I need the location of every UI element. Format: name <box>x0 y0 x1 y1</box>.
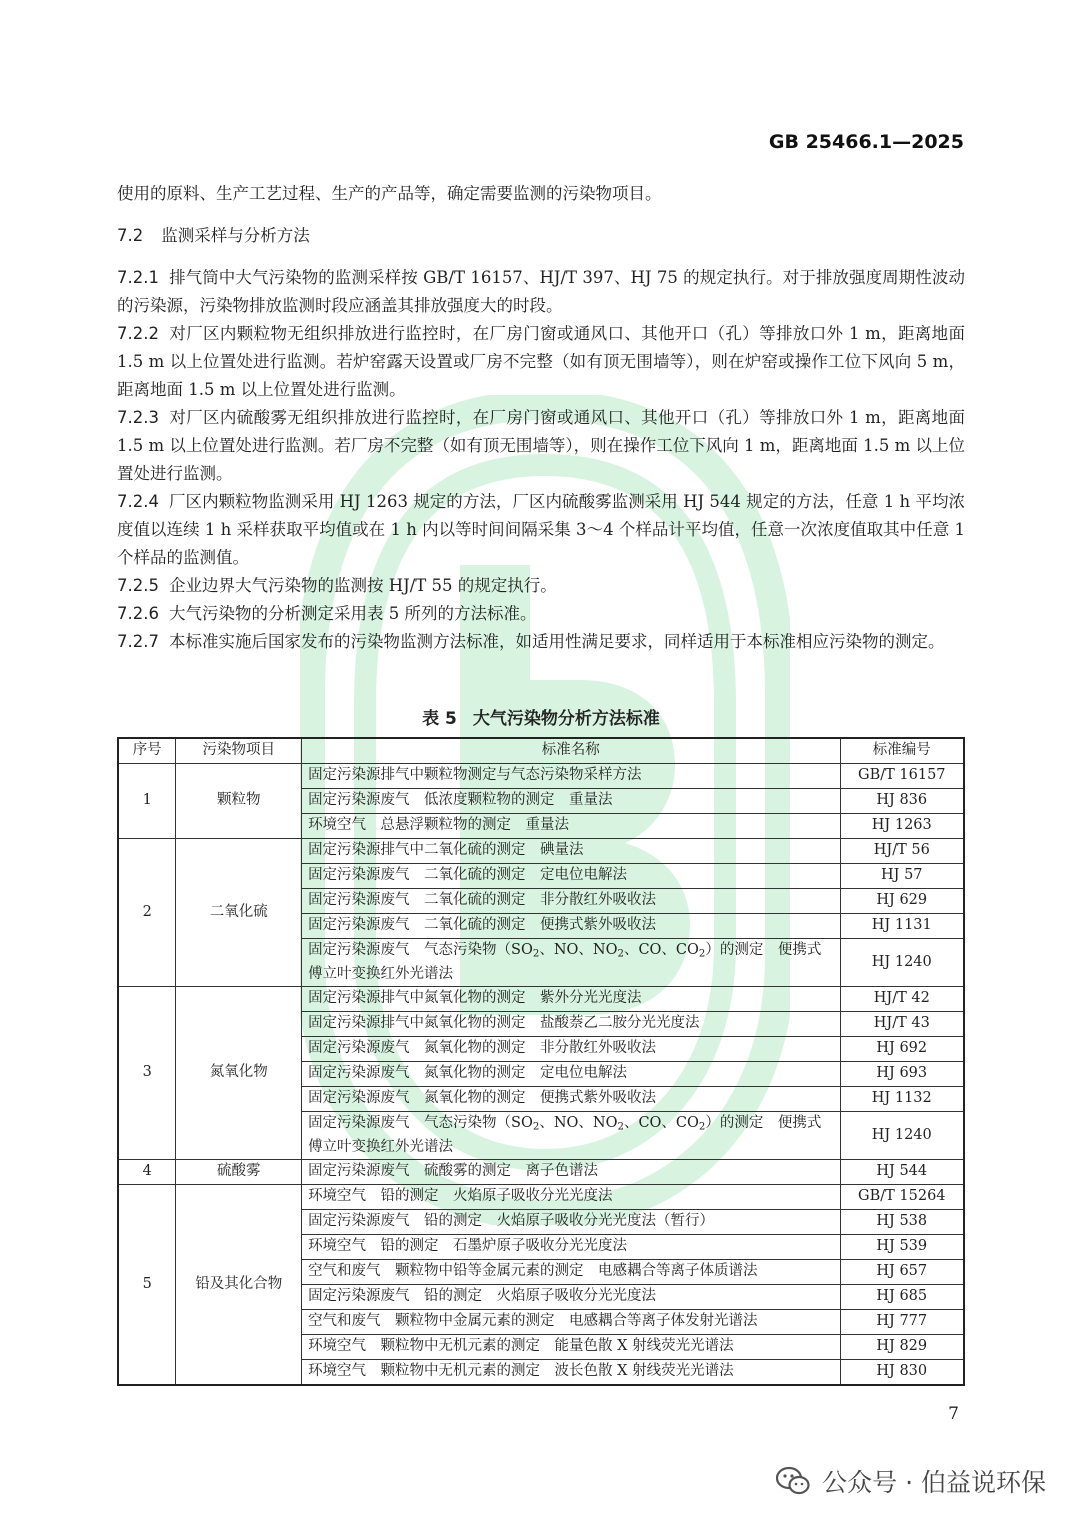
standard-code-cell: HJ/T 43 <box>840 1012 964 1037</box>
standard-code-cell: HJ 539 <box>840 1235 964 1260</box>
pollutant-cell: 二氧化硫 <box>176 839 302 987</box>
standard-name-cell: 固定污染源废气 二氧化硫的测定 便携式紫外吸收法 <box>302 914 840 939</box>
section-number: 7.2 <box>117 226 144 245</box>
standard-code-cell: HJ 1240 <box>840 939 964 987</box>
standard-name-cell: 固定污染源废气 二氧化硫的测定 定电位电解法 <box>302 864 840 889</box>
section-heading <box>117 222 965 250</box>
standard-name-cell: 环境空气 铅的测定 火焰原子吸收分光光度法 <box>302 1185 840 1210</box>
paragraph <box>117 572 965 600</box>
footer-brand-text: 公众号 · 伯益说环保 <box>822 1468 1046 1497</box>
paragraph-number: 7.2.7 <box>117 632 159 651</box>
standard-code-cell: HJ/T 56 <box>840 839 964 864</box>
table-row <box>118 987 964 1012</box>
paragraph-number: 7.2.3 <box>117 408 159 427</box>
standard-code-cell: HJ 538 <box>840 1210 964 1235</box>
paragraph <box>117 488 965 572</box>
serial-number-cell: 2 <box>118 839 176 987</box>
paragraph-number: 7.2.5 <box>117 576 159 595</box>
serial-number-cell: 3 <box>118 987 176 1160</box>
paragraph-number: 7.2.6 <box>117 604 159 623</box>
standard-name-cell: 固定污染源排气中氮氧化物的测定 盐酸萘乙二胺分光光度法 <box>302 1012 840 1037</box>
page-number: 7 <box>948 1404 959 1424</box>
standard-name-cell: 固定污染源排气中氮氧化物的测定 紫外分光光度法 <box>302 987 840 1012</box>
paragraph <box>117 320 965 404</box>
standard-code-cell: HJ 57 <box>840 864 964 889</box>
standard-code-cell: HJ 829 <box>840 1335 964 1360</box>
standard-name-cell: 固定污染源废气 铅的测定 火焰原子吸收分光光度法 <box>302 1285 840 1310</box>
standard-name-cell: 固定污染源废气 氮氧化物的测定 便携式紫外吸收法 <box>302 1087 840 1112</box>
standard-code-cell: HJ 544 <box>840 1160 964 1185</box>
standard-code-cell: GB/T 16157 <box>840 764 964 789</box>
standard-code-cell: GB/T 15264 <box>840 1185 964 1210</box>
standard-code-cell: HJ 777 <box>840 1310 964 1335</box>
methods-table <box>117 737 965 1386</box>
section-title: 监测采样与分析方法 <box>161 226 310 245</box>
serial-number-cell: 4 <box>118 1160 176 1185</box>
footer-brand <box>776 1463 1046 1499</box>
table-caption-number: 表 5 <box>422 709 457 729</box>
table-caption <box>117 704 965 729</box>
table-row <box>118 764 964 789</box>
wechat-icon <box>776 1466 810 1496</box>
table-row <box>118 1160 964 1185</box>
table-body <box>118 764 964 1386</box>
header-serial-number: 序号 <box>118 738 176 764</box>
paragraph-number: 7.2.1 <box>117 268 159 287</box>
standard-name-cell: 固定污染源排气中二氧化硫的测定 碘量法 <box>302 839 840 864</box>
header-standard-code: 标准编号 <box>840 738 964 764</box>
standard-code-cell: HJ 830 <box>840 1360 964 1386</box>
table-header-row <box>118 738 964 764</box>
paragraph-text: 排气筒中大气污染物的监测采样按 GB/T 16157、HJ/T 397、HJ 75 的规定执行。对于排放强度周期性波动的污染源，污染物排放监测时段应涵盖其排放强度大的时段。 <box>117 268 965 315</box>
standard-code-cell: HJ/T 42 <box>840 987 964 1012</box>
standard-name-cell: 固定污染源废气 硫酸雾的测定 离子色谱法 <box>302 1160 840 1185</box>
pollutant-cell: 氮氧化物 <box>176 987 302 1160</box>
paragraph <box>117 600 965 628</box>
standard-code-cell: HJ 629 <box>840 889 964 914</box>
standard-code: GB 25466.1—2025 <box>768 131 964 153</box>
paragraph-text: 企业边界大气污染物的监测按 HJ/T 55 的规定执行。 <box>168 576 557 595</box>
standard-name-cell: 环境空气 铅的测定 石墨炉原子吸收分光光度法 <box>302 1235 840 1260</box>
table-caption-title: 大气污染物分析方法标准 <box>472 709 660 729</box>
standard-name-cell: 固定污染源废气 气态污染物（$SO_2$、NO、$NO_2$、CO、$CO_2$）的测定 便携式傅立叶变换红外光谱法 <box>302 939 840 987</box>
paragraph-text: 大气污染物的分析测定采用表 5 所列的方法标准。 <box>168 604 537 623</box>
standard-code-cell: HJ 1240 <box>840 1112 964 1160</box>
serial-number-cell: 5 <box>118 1185 176 1386</box>
paragraph-text: 对厂区内颗粒物无组织排放进行监控时，在厂房门窗或通风口、其他开口（孔）等排放口外 1 m，距离地面 1.5 m 以上位置处进行监测。若炉窑露天设置或厂房不完整（如有顶无围墙等），则在炉窑或操作工位下风向 5 m，距离地面 1.5 m 以上位置处进行监测。 <box>117 324 965 399</box>
paragraph <box>117 628 965 656</box>
header-pollutant: 污染物项目 <box>176 738 302 764</box>
body-text <box>117 180 965 656</box>
paragraph-number: 7.2.2 <box>117 324 159 343</box>
paragraph <box>117 264 965 320</box>
standard-name-cell: 固定污染源排气中颗粒物测定与气态污染物采样方法 <box>302 764 840 789</box>
standard-name-cell: 环境空气 颗粒物中无机元素的测定 波长色散 X 射线荧光光谱法 <box>302 1360 840 1386</box>
standard-code-cell: HJ 1263 <box>840 814 964 839</box>
standard-name-cell: 固定污染源废气 二氧化硫的测定 非分散红外吸收法 <box>302 889 840 914</box>
standard-code-cell: HJ 657 <box>840 1260 964 1285</box>
paragraph <box>117 404 965 488</box>
standard-code-cell: HJ 693 <box>840 1062 964 1087</box>
pollutant-cell: 铅及其化合物 <box>176 1185 302 1386</box>
standard-code-cell: HJ 836 <box>840 789 964 814</box>
pollutant-cell: 硫酸雾 <box>176 1160 302 1185</box>
standard-name-cell: 空气和废气 颗粒物中金属元素的测定 电感耦合等离子体发射光谱法 <box>302 1310 840 1335</box>
paragraph-text: 对厂区内硫酸雾无组织排放进行监控时，在厂房门窗或通风口、其他开口（孔）等排放口外 1 m，距离地面 1.5 m 以上位置处进行监测。若厂房不完整（如有顶无围墙等），则在操作工位下风向 1 m，距离地面 1.5 m 以上位置处进行监测。 <box>117 408 965 483</box>
standard-name-cell: 空气和废气 颗粒物中铅等金属元素的测定 电感耦合等离子体质谱法 <box>302 1260 840 1285</box>
paragraph-text: 厂区内颗粒物监测采用 HJ 1263 规定的方法，厂区内硫酸雾监测采用 HJ 544 规定的方法，任意 1 h 平均浓度值以连续 1 h 采样获取平均值或在 1 h 内以等时间间隔采集 3～4 个样品计平均值，任意一次浓度值取其中任意 1 个样品的监测值。 <box>117 492 965 567</box>
standard-code-cell: HJ 1131 <box>840 914 964 939</box>
standard-name-cell: 固定污染源废气 氮氧化物的测定 定电位电解法 <box>302 1062 840 1087</box>
standard-code-cell: HJ 692 <box>840 1037 964 1062</box>
serial-number-cell: 1 <box>118 764 176 839</box>
intro-line: 使用的原料、生产工艺过程、生产的产品等，确定需要监测的污染物项目。 <box>117 184 662 203</box>
pollutant-cell: 颗粒物 <box>176 764 302 839</box>
table-row <box>118 839 964 864</box>
standard-code-cell: HJ 685 <box>840 1285 964 1310</box>
standard-name-cell: 环境空气 总悬浮颗粒物的测定 重量法 <box>302 814 840 839</box>
table-row <box>118 1185 964 1210</box>
paragraph-number: 7.2.4 <box>117 492 159 511</box>
header-standard-name: 标准名称 <box>302 738 840 764</box>
standard-code-cell: HJ 1132 <box>840 1087 964 1112</box>
standard-name-cell: 固定污染源废气 低浓度颗粒物的测定 重量法 <box>302 789 840 814</box>
standard-name-cell: 固定污染源废气 氮氧化物的测定 非分散红外吸收法 <box>302 1037 840 1062</box>
standard-name-cell: 固定污染源废气 气态污染物（$SO_2$、NO、$NO_2$、CO、$CO_2$）的测定 便携式傅立叶变换红外光谱法 <box>302 1112 840 1160</box>
standard-name-cell: 环境空气 颗粒物中无机元素的测定 能量色散 X 射线荧光光谱法 <box>302 1335 840 1360</box>
standard-name-cell: 固定污染源废气 铅的测定 火焰原子吸收分光光度法（暂行） <box>302 1210 840 1235</box>
paragraph-text: 本标准实施后国家发布的污染物监测方法标准，如适用性满足要求，同样适用于本标准相应污染物的测定。 <box>168 632 945 651</box>
